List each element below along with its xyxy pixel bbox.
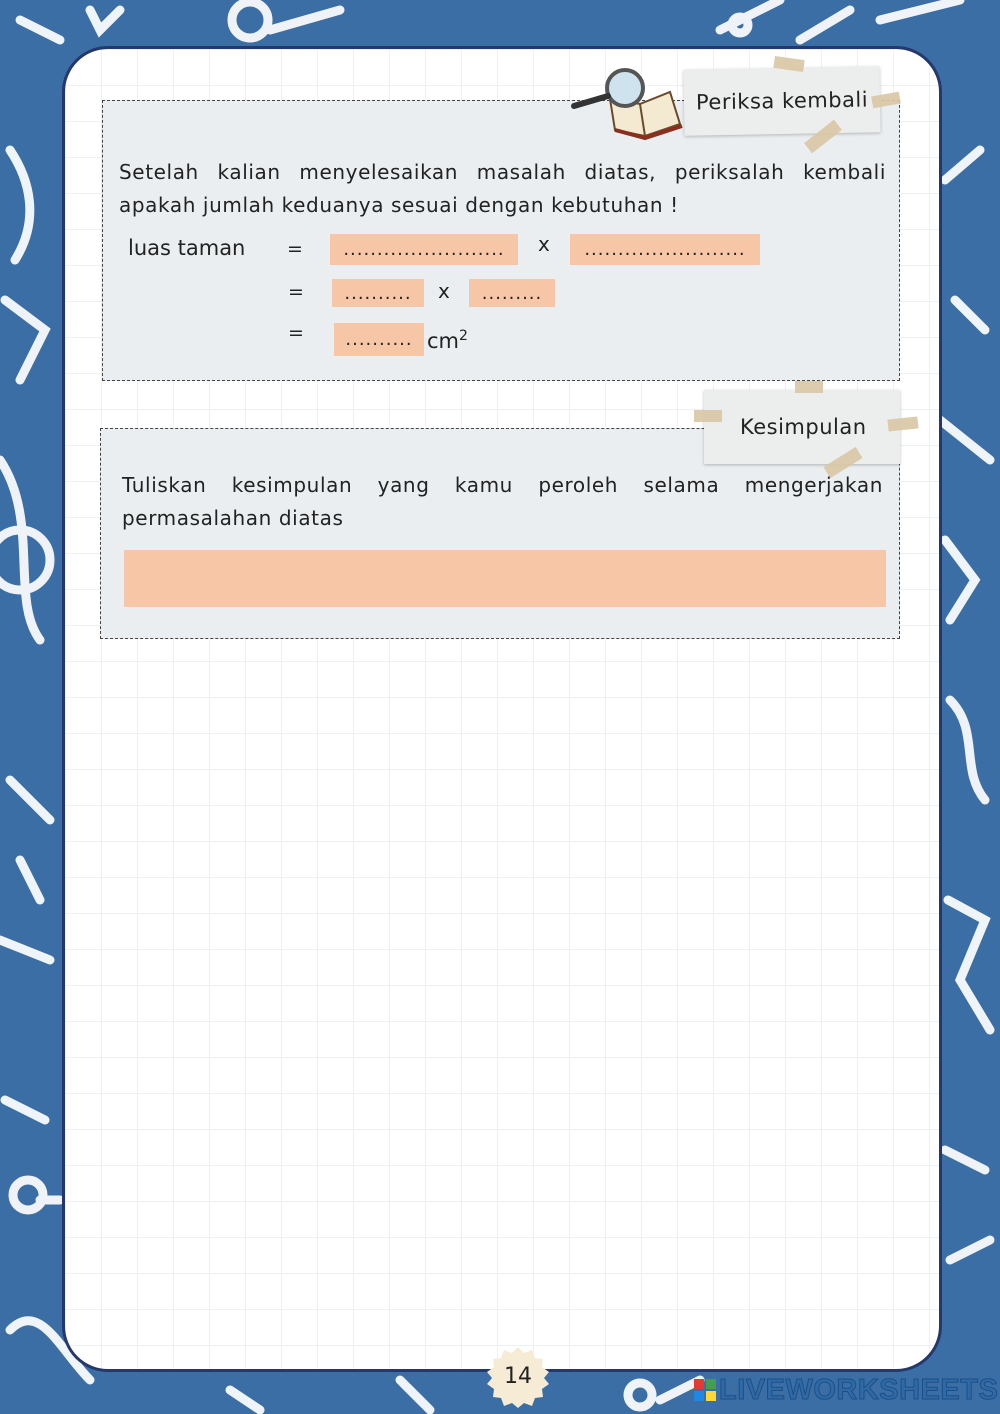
- magnifier-book-icon: [570, 64, 690, 144]
- width-value-input[interactable]: .........: [469, 279, 555, 307]
- equals-sign: =: [288, 322, 304, 344]
- liveworksheets-brand[interactable]: [693, 1374, 998, 1406]
- tape-strip: [694, 410, 722, 422]
- equals-sign: =: [287, 238, 303, 260]
- equals-sign: =: [288, 281, 304, 303]
- page-number: 14: [504, 1364, 532, 1389]
- unit-text: cm: [427, 329, 460, 353]
- length-input[interactable]: ........................: [330, 234, 518, 265]
- conclusion-instruction: Tuliskan kesimpulan yang kamu peroleh selama mengerjakan permasalahan diatas: [122, 473, 883, 530]
- area-unit: [427, 328, 468, 353]
- conclusion-title: Kesimpulan: [740, 415, 867, 439]
- area-result-input[interactable]: ..........: [334, 323, 424, 356]
- check-title: Periksa kembali: [695, 87, 869, 115]
- page-number-badge: [486, 1345, 550, 1409]
- length-value-input[interactable]: ..........: [332, 279, 424, 307]
- unit-exponent: 2: [459, 328, 468, 344]
- conclusion-answer-field[interactable]: [124, 550, 886, 607]
- tape-strip: [795, 381, 823, 393]
- width-input[interactable]: ........................: [570, 234, 760, 265]
- conclusion-title-note: [704, 390, 900, 464]
- equation-label: luas taman: [128, 236, 246, 260]
- check-instruction: Setelah kalian menyelesaikan masalah diatas, periksalah kembali apakah jumlah keduanya sesuai dengan kebutuhan !: [119, 160, 886, 217]
- liveworksheets-logo-icon: [693, 1378, 717, 1402]
- brand-text: LIVEWORKSHEETS: [719, 1373, 999, 1406]
- check-title-note: [683, 66, 880, 135]
- times-sign: x: [438, 279, 450, 303]
- times-sign: x: [538, 232, 550, 256]
